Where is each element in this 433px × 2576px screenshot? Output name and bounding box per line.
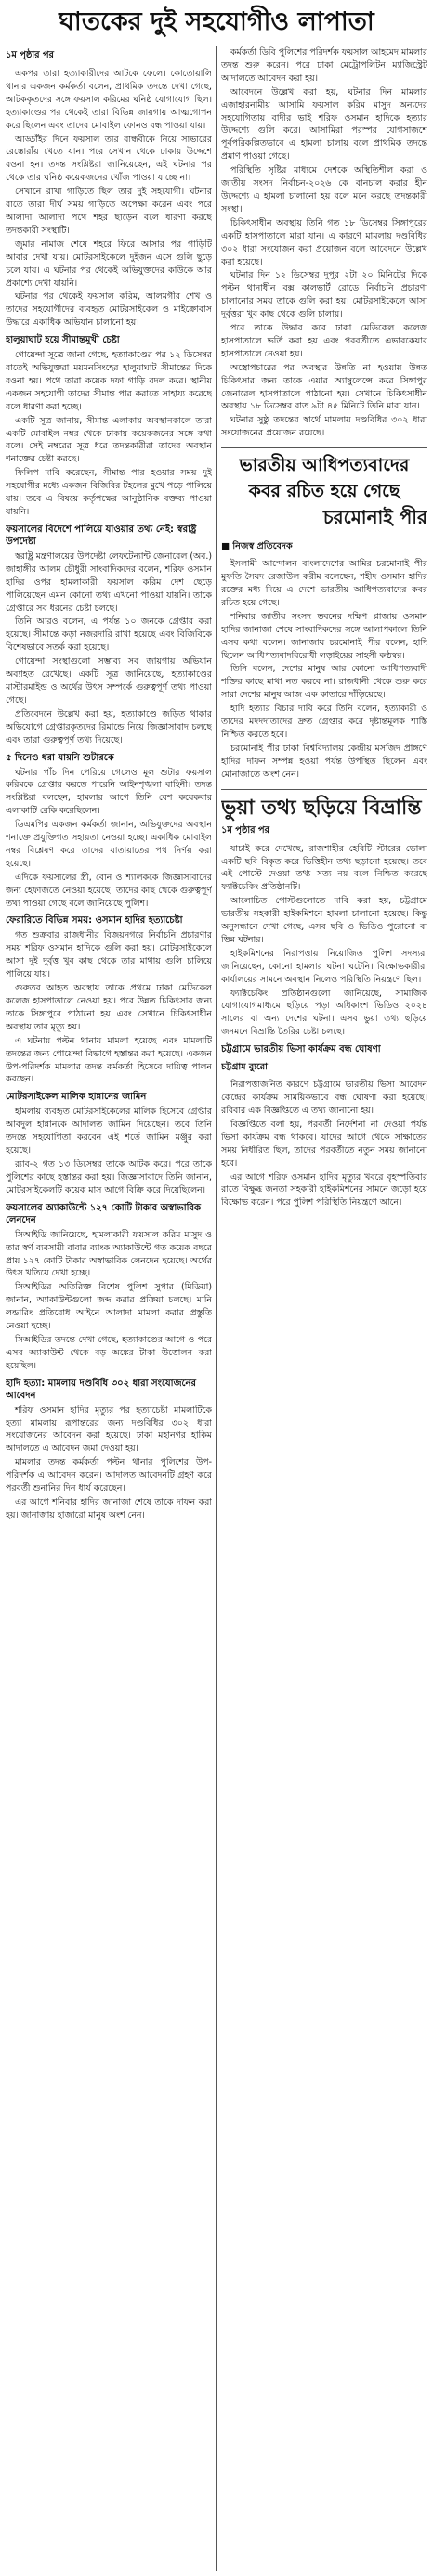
right-column xyxy=(221,46,427,2571)
article-body-continued xyxy=(221,46,427,440)
continuation-label: ১ম পৃষ্ঠার পর xyxy=(6,50,54,60)
paragraph: তিনি বলেন, দেশের মানুষ আর কোনো আধিপত্যবাদী শক্তির কাছে মাথা নত করবে না। রাজধানী থেকে শুরু করে সারা দেশের মানুষ আজ এক কাতারে দাঁড়িয়েছে। xyxy=(221,664,427,701)
byline: চট্টগ্রাম ব্যুরো xyxy=(221,1062,268,1073)
article-charmonai-pir xyxy=(221,454,427,781)
paragraph: ঘটনার দিন ১২ ডিসেম্বর দুপুর ২টা ২০ মিনিটের দিকে পল্টন থানাধীন বক্স কালভার্ট রোডে নির্বাচনি প্রচারণা চালানোর সময় তাকে গুলি করা হয়। মোটরসাইকেলে আসা দুর্বৃত্তরা খুব কাছ থেকে গুলি চালায়। xyxy=(221,270,427,320)
section-divider xyxy=(221,789,427,790)
paragraph: আবেদনে উল্লেখ করা হয়, ঘটনার দিন মামলার এজাহারনামীয় আসামি ফয়সাল করিম মাসুদ অন্যদের সহযোগিতায় বাদীর ভাই শরিফ ওসমান হাদিকে হত্যার উদ্দেশ্যে গুলি করে। আসামিরা পরস্পর যোগসাজশে পূর্বপরিকল্পিতভাবে এ হামলা চালায় বলে প্রাথমিক তদন্তে প্রমাণ পাওয়া গেছে। xyxy=(221,86,427,162)
subheading-shooter: ৫ দিনেও ধরা যায়নি শুটারকে xyxy=(6,752,114,763)
subheading-incident: ফেরারিতে বিভিন্ন সময়: ওসমান হাদির হত্যাচেষ্টা xyxy=(6,915,183,926)
paragraph: হাইকমিশনের নিরাপত্তায় নিয়োজিত পুলিশ সদস্যরা জানিয়েছেন, কোনো হামলার ঘটনা ঘটেনি। বিক্ষোভকারীরা কার্যালয়ের সামনে অবস্থান নিলেও পরিস্থিতি নিয়ন্ত্রণে ছিল। xyxy=(221,948,427,985)
paragraph: কর্মকর্তা ডিবি পুলিশের পরিদর্শক ফয়সাল আহমেদ মামলার তদন্ত শুরু করেন। পরে ঢাকা মেট্রোপলিটন ম্যাজিস্ট্রেট আদালতে আবেদন করা হয়। xyxy=(221,47,427,84)
paragraph: প্রতিবেদনে উল্লেখ করা হয়, হত্যাকাণ্ডে জড়িত থাকার অভিযোগে গ্রেপ্তারকৃতদের রিমান্ডে নিয়ে জিজ্ঞাসাবাদ চলছে এবং তারা গুরুত্বপূর্ণ তথ্য দিয়েছে। xyxy=(6,708,212,745)
paragraph: নিরাপত্তাজনিত কারণে চট্টগ্রামে ভারতীয় ভিসা আবেদন কেন্দ্রের কার্যক্রম সাময়িকভাবে বন্ধ ঘোষণা করা হয়েছে। রবিবার এক বিজ্ঞপ্তিতে এ তথ্য জানানো হয়। xyxy=(221,1080,427,1116)
paragraph: বিজ্ঞপ্তিতে বলা হয়, পরবর্তী নির্দেশনা না দেওয়া পর্যন্ত ভিসা কার্যক্রম বন্ধ থাকবে। যাদের আগে থেকে সাক্ষাতের সময় নির্ধারিত ছিল, তাদের পরবর্তীতে নতুন সময় জানানো হবে। xyxy=(221,1119,427,1169)
paragraph: মামলার তদন্ত কর্মকর্তা পল্টন থানার পুলিশের উপ-পরিদর্শক এ আবেদন করেন। আদালত আবেদনটি গ্রহণ করে পরবর্তী শুনানির দিন ধার্য করেছেন। xyxy=(6,1457,212,1495)
paragraph: শনিবার জাতীয় সংসদ ভবনের দক্ষিণ প্লাজায় ওসমান হাদির জানাজা শেষে সাংবাদিকদের সঙ্গে আলাপকালে তিনি এসব কথা বলেন। জানাজায় চরমোনাই পীর বলেন, হাদি ছিলেন আধিপত্যবাদবিরোধী লড়াইয়ের সাহসী কণ্ঠস্বর। xyxy=(221,611,427,661)
paragraph: স্বরাষ্ট্র মন্ত্রণালয়ের উপদেষ্টা লেফটেন্যান্ট জেনারেল (অব.) জাহাঙ্গীর আলম চৌধুরী সাংবাদিকদের বলেন, শরিফ ওসমান হাদির ওপর হামলাকারী ফয়সাল করিম দেশ ছেড়ে পালিয়েছেন এমন কোনো তথ্য এখনো পাওয়া যায়নি। তাকে গ্রেপ্তারে সব ধরনের চেষ্টা চলছে। xyxy=(6,550,212,614)
paragraph: গুরুতর আহত অবস্থায় তাকে প্রথমে ঢাকা মেডিকেল কলেজ হাসপাতালে নেওয়া হয়। পরে উন্নত চিকিৎসার জন্য তাকে সিঙ্গাপুরে পাঠানো হয় এবং সেখানে চিকিৎসাধীন অবস্থায় তার মৃত্যু হয়। xyxy=(6,983,212,1032)
paragraph: সিআইডির অতিরিক্ত বিশেষ পুলিশ সুপার (মিডিয়া) জানান, অ্যাকাউন্টগুলো জব্দ করার প্রক্রিয়া চলছে। মানি লন্ডারিং প্রতিরোধ আইনে আলাদা মামলা করার প্রস্তুতি নেওয়া হচ্ছে। xyxy=(6,1282,212,1332)
paragraph: ফিলিপ দাবি করেছেন, সীমান্ত পার হওয়ার সময় দুই সহযোগীর মধ্যে একজন বিজিবির টহলের মুখে পড়ে পালিয়ে যায়। তবে এ বিষয়ে কর্তৃপক্ষের আনুষ্ঠানিক বক্তব্য পাওয়া যায়নি। xyxy=(6,468,212,517)
paragraph: ইসলামী আন্দোলন বাংলাদেশের আমির চরমোনাই পীর মুফতি সৈয়দ রেজাউল করীম বলেছেন, শহীদ ওসমান হাদির রক্তের মধ্য দিয়ে এ দেশে ভারতীয় আধিপত্যবাদের কবর রচিত হয়ে গেছে। xyxy=(221,559,427,608)
subheading-home-adviser: ফয়সালের বিদেশে পালিয়ে যাওয়ার তথ্য নেই: স্বরাষ্ট্র উপদেষ্টা xyxy=(6,524,197,547)
paragraph: ঘটনার পাঁচ দিন পেরিয়ে গেলেও মূল শুটার ফয়সাল করিমকে গ্রেপ্তার করতে পারেনি আইনশৃঙ্খলা বাহিনী। তদন্ত সংশ্লিষ্টরা বলছেন, হামলার আগে তিনি বেশ কয়েকবার এলাকাটি রেকি করেছিলেন। xyxy=(6,767,212,817)
paragraph: ফ্যাক্টচেকিং প্রতিষ্ঠানগুলো জানিয়েছে, সামাজিক যোগাযোগমাধ্যমে ছড়িয়ে পড়া অধিকাংশ ভিডিও ২০২৪ সালের বা অন্য দেশের ঘটনা। এসব ভুয়া তথ্য ছড়িয়ে জনমনে বিভ্রান্তি তৈরির চেষ্টা চলছে। xyxy=(221,988,427,1038)
left-column xyxy=(6,46,212,2571)
paragraph: আলোচিত পোস্টগুলোতে দাবি করা হয়, চট্টগ্রামে ভারতীয় সহকারী হাইকমিশনে হামলা চালানো হয়েছে। কিন্তু অনুসন্ধানে দেখা গেছে, এসব ছবি ও ভিডিও পুরোনো বা ভিন্ন ঘটনার। xyxy=(221,896,427,945)
paragraph: পরে তাকে উদ্ধার করে ঢাকা মেডিকেল কলেজ হাসপাতালে ভর্তি করা হয় এবং পরবর্তীতে এভারকেয়ার হাসপাতালে নেওয়া হয়। xyxy=(221,323,427,359)
paragraph: একটি সূত্র জানায়, সীমান্ত এলাকায় অবস্থানকালে তারা একটি মোবাইল নম্বর থেকে ঢাকায় কয়েকজনের সঙ্গে কথা বলে। সেই নম্বরের সূত্র ধরে তদন্তকারীরা তাদের অবস্থান শনাক্তের চেষ্টা করছে। xyxy=(6,415,212,465)
subheading-border-route: হালুয়াঘাট হয়ে সীমান্তমুখী চেষ্টা xyxy=(6,335,120,346)
paragraph: ঘটনার সুষ্ঠু তদন্তের স্বার্থে মামলায় দণ্ডবিধির ৩০২ ধারা সংযোজনের প্রয়োজন রয়েছে। xyxy=(221,415,427,439)
subheading-murder-case: হাদি হত্যা: মামলায় দণ্ডবিধি ৩০২ ধারা সংযোজনের আবেদন xyxy=(6,1378,197,1401)
subheading-transactions: ফয়সালের অ্যাকাউন্টে ১২৭ কোটি টাকার অস্বাভাবিক লেনদেন xyxy=(6,1202,202,1225)
article-body-part-1 xyxy=(6,68,212,330)
article-title: ভুয়া তথ্য ছড়িয়ে বিভ্রান্তি xyxy=(221,796,422,820)
section-divider xyxy=(221,447,427,448)
paragraph: অস্ত্রোপচারের পর অবস্থার উন্নতি না হওয়ায় উন্নত চিকিৎসার জন্য তাকে এয়ার অ্যাম্বুলেন্সে করে সিঙ্গাপুর জেনারেল হাসপাতালে পাঠানো হয়। সেখানে চিকিৎসাধীন অবস্থায় ১৮ ডিসেম্বর রাত ৯টা ৪৫ মিনিটে তিনি মারা যান। xyxy=(221,362,427,412)
paragraph: হাদি হত্যার বিচার দাবি করে তিনি বলেন, হত্যাকারী ও তাদের মদদদাতাদের দ্রুত গ্রেপ্তার করে দৃষ্টান্তমূলক শাস্তি নিশ্চিত করতে হবে। xyxy=(221,704,427,740)
paragraph: সিআইডির তদন্তে দেখা গেছে, হত্যাকাণ্ডের আগে ও পরে এসব অ্যাকাউন্ট থেকে বড় অঙ্কের টাকা উত্তোলন করা হয়েছিল। xyxy=(6,1334,212,1371)
article-title-line-2: কবর রচিত হয়ে গেছে xyxy=(248,481,400,502)
paragraph: ডিএমপির একজন কর্মকর্তা জানান, অভিযুক্তদের অবস্থান শনাক্তে প্রযুক্তিগত সহায়তা নেওয়া হচ্ছে। একাধিক মোবাইল নম্বর বিশ্লেষণ করে তাদের যাতায়াতের পথ নির্ণয় করা হয়েছে। xyxy=(6,820,212,869)
subheading-visa: চট্টগ্রামে ভারতীয় ভিসা কার্যক্রম বন্ধ ঘোষণা xyxy=(221,1044,381,1055)
byline: ■ নিজস্ব প্রতিবেদক xyxy=(221,541,293,552)
article-author-tag: চরমোনাই পীর xyxy=(322,506,427,529)
paragraph: হামলায় ব্যবহৃত মোটরসাইকেলের মালিক হিসেবে গ্রেপ্তার আবদুল হান্নানকে আদালত জামিন দিয়েছেন। তবে তিনি তদন্তে সহযোগিতা করবেন এই শর্তে জামিন মঞ্জুর করা হয়েছে। xyxy=(6,1107,212,1157)
paragraph: গোয়েন্দা সূত্রে জানা গেছে, হত্যাকাণ্ডের পর ১২ ডিসেম্বর রাতেই অভিযুক্তরা ময়মনসিংহের হালুয়াঘাট সীমান্তের দিকে রওনা হয়। পথে তারা কয়েক দফা গাড়ি বদল করে। স্থানীয় একজন সহযোগী তাদের সীমান্ত পার করাতে সাহায্য করেছে বলে ধারণা করা হচ্ছে। xyxy=(6,350,212,412)
paragraph: চিকিৎসাধীন অবস্থায় তিনি গত ১৮ ডিসেম্বর সিঙ্গাপুরের একটি হাসপাতালে মারা যান। এ কারণে মামলায় দণ্ডবিধির ৩০২ ধারা সংযোজন করা প্রয়োজন বলে আবেদনে উল্লেখ করা হয়েছে। xyxy=(221,217,427,267)
paragraph: এর আগে শনিবার হাদির জানাজা শেষে তাকে দাফন করা হয়। জানাজায় হাজারো মানুষ অংশ নেন। xyxy=(6,1497,212,1521)
article-fake-news xyxy=(221,796,427,1210)
paragraph: গোয়েন্দা সংস্থাগুলো সম্ভাব্য সব জায়গায় অভিযান অব্যাহত রেখেছে। একটি সূত্র জানিয়েছে, হত্যাকাণ্ডের মাস্টারমাইন্ড ও অর্থের উৎস সম্পর্কে গুরুত্বপূর্ণ তথ্য পাওয়া গেছে। xyxy=(6,656,212,705)
paragraph: চরমোনাই পীর ঢাকা বিশ্ববিদ্যালয় কেন্দ্রীয় মসজিদ প্রাঙ্গণে হাদির দাফন সম্পন্ন হওয়া পর্যন্ত উপস্থিত ছিলেন এবং মোনাজাতে অংশ নেন। xyxy=(221,743,427,780)
paragraph: সেখানে রাখা গাড়িতে ছিল তার দুই সহযোগী। ঘটনার রাতে তারা দীর্ঘ সময় গাড়িতে অপেক্ষা করেন এবং পরে আলাদা আলাদা পথে শহর ছাড়েন বলে ধারণা করছে তদন্তকারী সংস্থাটি। xyxy=(6,187,212,236)
subheading-bail: মোটরসাইকেল মালিক হান্নানের জামিন xyxy=(6,1092,147,1103)
article-title-line-1: ভারতীয় আধিপত্যবাদের xyxy=(239,455,410,476)
paragraph: এ ঘটনায় পল্টন থানায় মামলা হয়েছে এবং মামলাটি তদন্তের জন্য গোয়েন্দা বিভাগে হস্তান্তর করা হয়েছে। একজন উপ-পরিদর্শক মামলার তদন্ত কর্মকর্তা হিসেবে দায়িত্ব পালন করছেন। xyxy=(6,1035,212,1085)
paragraph: তিনি আরও বলেন, এ পর্যন্ত ১০ জনকে গ্রেপ্তার করা হয়েছে। সীমান্তে কড়া নজরদারি রাখা হয়েছে এবং বিজিবিকে বিশেষভাবে সতর্ক করা হয়েছে। xyxy=(6,616,212,654)
paragraph: পরিস্থিতি সৃষ্টির মাধ্যমে দেশকে অস্থিতিশীল করা ও জাতীয় সংসদ নির্বাচন-২০২৬ কে বানচাল করার হীন উদ্দেশ্যে এ হামলা চালানো হয় বলে মনে করছে তদন্তকারী সংস্থা। xyxy=(221,165,427,214)
paragraph: একপর তারা হত্যাকারীদের আটকে ফেলে। কোতোয়ালি থানার একজন কর্মকর্তা বলেন, প্রাথমিক তদন্তে দেখা গেছে, আটককৃতদের সঙ্গে ফয়সাল করিমের ঘনিষ্ঠ যোগাযোগ ছিল। হত্যাকাণ্ডের পর থেকেই তারা বিভিন্ন জায়গায় আত্মগোপন করে ছিলেন এবং তাদের মোবাইল ফোনও বন্ধ পাওয়া যায়। xyxy=(6,69,212,131)
continuation-label: ১ম পৃষ্ঠার পর xyxy=(221,824,269,835)
paragraph: জুমার নামাজ শেষে শহরে ফিরে আসার পর গাড়িটি আবার দেখা যায়। মোটরসাইকেলে দুইজন এসে গুলি ছুড়ে চলে যায়। এ ঘটনার পর থেকেই অভিযুক্তদের কাউকে আর প্রকাশ্যে দেখা যায়নি। xyxy=(6,239,212,289)
paragraph: শরিফ ওসমান হাদির মৃত্যুর পর হত্যাচেষ্টা মামলাটিকে হত্যা মামলায় রূপান্তরের জন্য দণ্ডবিধির ৩০২ ধারা সংযোজনের আবেদন করা হয়েছে। ঢাকা মহানগর হাকিম আদালতে এ আবেদন জমা দেওয়া হয়। xyxy=(6,1405,212,1455)
paragraph: র‍্যাব-২ গত ১৩ ডিসেম্বর তাকে আটক করে। পরে তাকে পুলিশের কাছে হস্তান্তর করা হয়। জিজ্ঞাসাবাদে তিনি জানান, মোটরসাইকেলটি কয়েক মাস আগে বিক্রি করে দিয়েছিলেন। xyxy=(6,1159,212,1196)
paragraph: গত শুক্রবার রাজধানীর বিজয়নগরে নির্বাচনি প্রচারণার সময় শরিফ ওসমান হাদিকে গুলি করা হয়। মোটরসাইকেলে আসা দুই দুর্বৃত্ত খুব কাছ থেকে তার মাথায় গুলি চালিয়ে পালিয়ে যায়। xyxy=(6,930,212,980)
paragraph: এদিকে ফয়সালের স্ত্রী, বোন ও শ্যালককে জিজ্ঞাসাবাদের জন্য হেফাজতে নেওয়া হয়েছে। তাদের কাছ থেকে গুরুত্বপূর্ণ তথ্য পাওয়া গেছে বলে জানিয়েছে পুলিশ। xyxy=(6,872,212,909)
paragraph: ঘটনার পর থেকেই ফয়সাল করিম, আলমগীর শেখ ও তাদের সহযোগীদের ব্যবহৃত মোটরসাইকেল ও মাইক্রোবাস উদ্ধারে একাধিক অভিযান চালানো হয়। xyxy=(6,291,212,329)
paragraph: এর আগে শরিফ ওসমান হাদির মৃত্যুর খবরে বৃহস্পতিবার রাতে বিক্ষুব্ধ জনতা সহকারী হাইকমিশনের সামনে জড়ো হয়ে বিক্ষোভ করেন। পরে পুলিশ পরিস্থিতি নিয়ন্ত্রণে আনে। xyxy=(221,1171,427,1209)
paragraph: যাচাই করে দেখেছে, রাজশাহীর হেরিটি স্টারের ভোলা একটি ছবি বিকৃত করে ভিত্তিহীন তথ্য ছড়ানো হয়েছে। তবে এই পোস্টে দেওয়া তথ্য সত্য নয় বলে নিশ্চিত করেছে ফ্যাক্টচেকিং প্রতিষ্ঠানটি। xyxy=(221,843,427,893)
paragraph: আড্ডাঁইর দিনে ফয়সাল তার বান্ধবীকে নিয়ে সাভারের রেস্তোরাঁয় খেতে যান। পরে সেখান থেকে ঢাকায় উদ্দেশে রওনা হন। তদন্ত সংশ্লিষ্টরা জানিয়েছেন, এই ঘটনার পর থেকে তার ঘনিষ্ঠ কয়েকজনের খোঁজ পাওয়া যাচ্ছে না। xyxy=(6,134,212,184)
paragraph: সিআইডি জানিয়েছে, হামলাকারী ফয়সাল করিম মাসুদ ও তার স্বর্ণ ব্যবসায়ী বাবার ব্যাংক অ্যাকাউন্টে গত কয়েক বছরে প্রায় ১২৭ কোটি টাকার অস্বাভাবিক লেনদেন হয়েছে। অর্থের উৎস খতিয়ে দেখা হচ্ছে। xyxy=(6,1229,212,1279)
main-headline: ঘাতকের দুই সহযোগীও লাপাতা xyxy=(59,7,374,36)
